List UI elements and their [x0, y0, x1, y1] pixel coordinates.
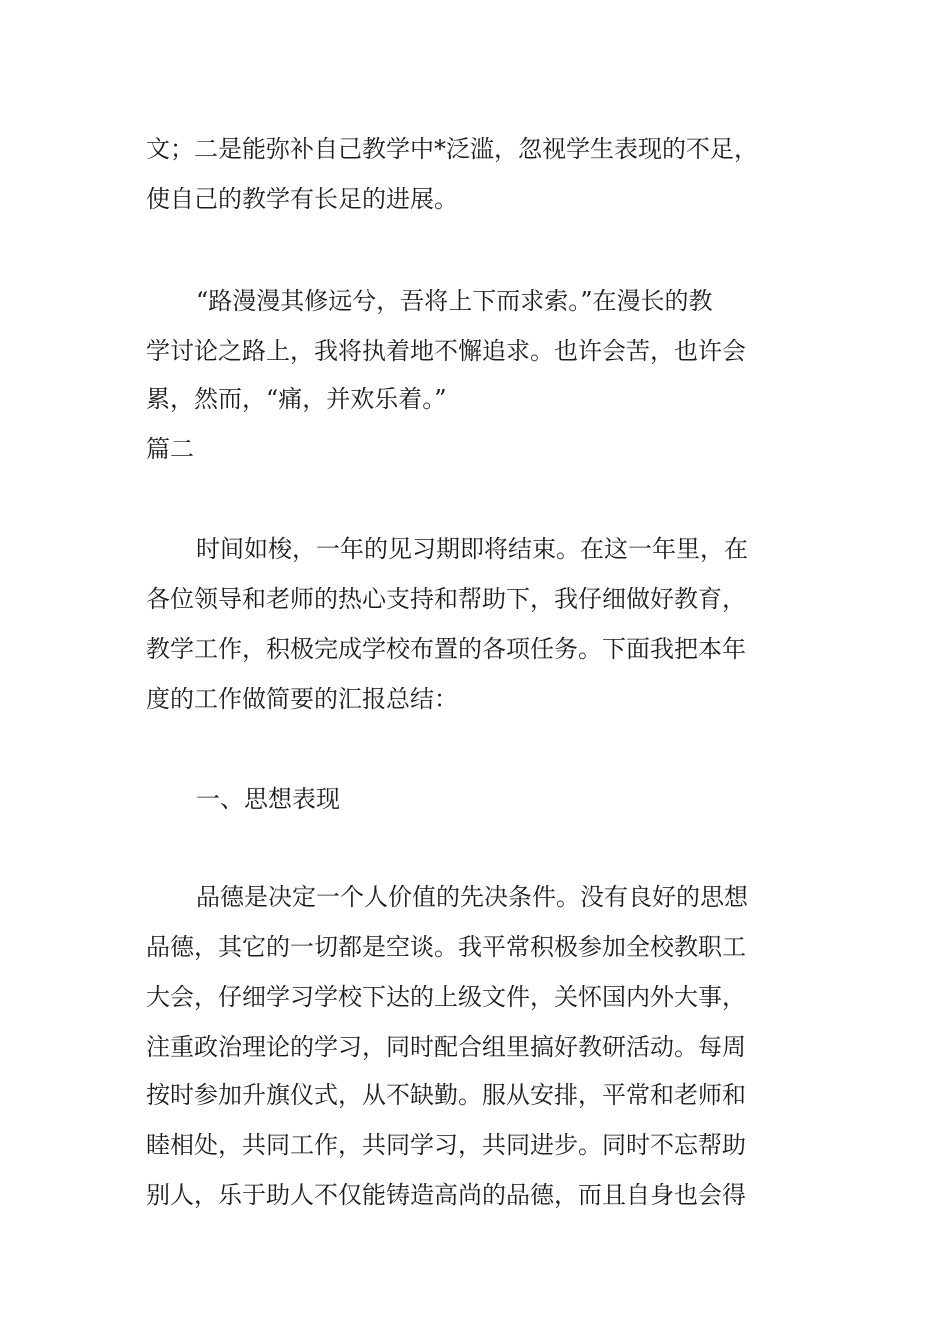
- text-line: 学讨论之路上，我将执着地不懈追求。也许会苦，也许会: [146, 337, 746, 365]
- paragraph-start-line: “路漫漫其修远兮，吾将上下而求索。”在漫长的教: [196, 287, 713, 315]
- text-line: 睦相处，共同工作，共同学习，共同进步。同时不忘帮助: [146, 1131, 746, 1159]
- subsection-heading: 一、思想表现: [196, 785, 340, 813]
- text-line: 注重政治理论的学习，同时配合组里搞好教研活动。每周: [146, 1033, 746, 1061]
- paragraph-start-line: 时间如梭，一年的见习期即将结束。在这一年里，在: [196, 535, 748, 563]
- text-line: 累，然而，“痛，并欢乐着。”: [146, 385, 447, 413]
- section-heading: 篇二: [146, 435, 194, 463]
- paragraph-start-line: 品德是决定一个人价值的先决条件。没有良好的思想: [196, 883, 748, 911]
- text-line: 大会，仔细学习学校下达的上级文件，关怀国内外大事，: [146, 983, 746, 1011]
- text-line: 品德，其它的一切都是空谈。我平常积极参加全校教职工: [146, 933, 746, 961]
- text-line: 度的工作做简要的汇报总结：: [146, 685, 458, 713]
- text-line: 别人，乐于助人不仅能铸造高尚的品德，而且自身也会得: [146, 1181, 746, 1209]
- text-line: 各位领导和老师的热心支持和帮助下，我仔细做好教育，: [146, 585, 746, 613]
- text-line: 教学工作，积极完成学校布置的各项任务。下面我把本年: [146, 635, 746, 663]
- text-line: 按时参加升旗仪式，从不缺勤。服从安排，平常和老师和: [146, 1081, 746, 1109]
- text-line: 使自己的教学有长足的进展。: [146, 185, 458, 213]
- text-line: 文；二是能弥补自己教学中*泛滥，忽视学生表现的不足，: [146, 135, 758, 163]
